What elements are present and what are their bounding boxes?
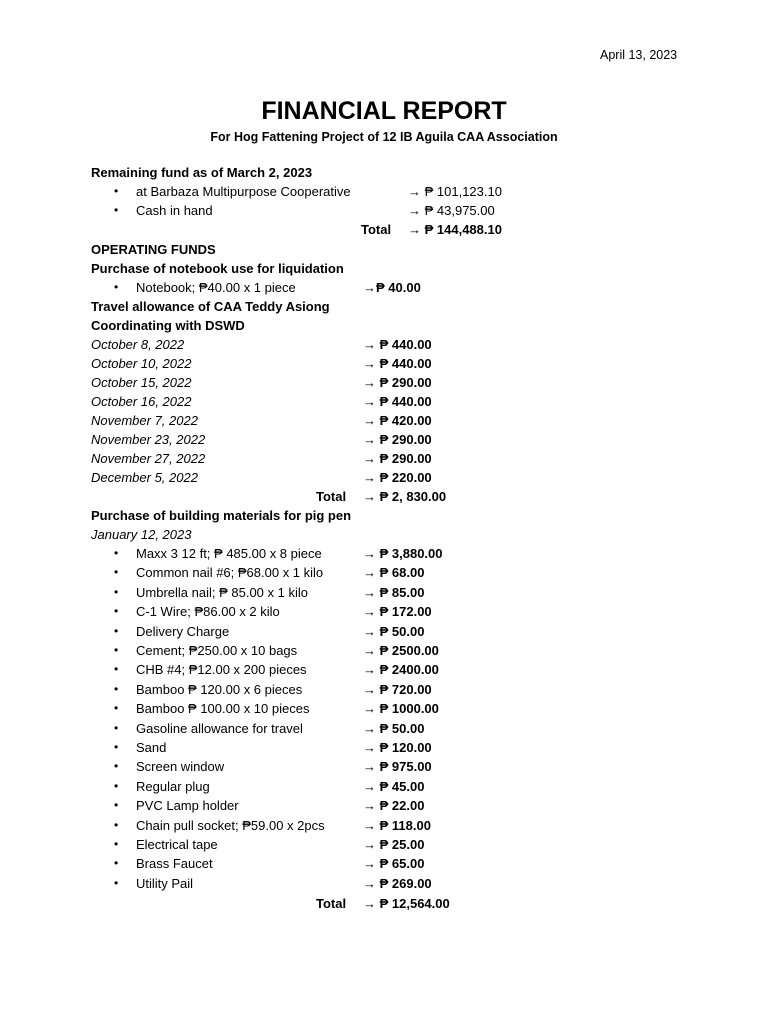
bullet-icon: •	[114, 740, 119, 754]
bullet-icon: •	[114, 584, 119, 599]
material-item-label: Cement; ₱250.00 x 10 bags	[136, 643, 298, 658]
travel-date: October 15, 2022	[91, 375, 192, 390]
bullet-icon: •	[114, 280, 119, 294]
material-item-label: Brass Faucet	[136, 856, 213, 872]
material-item-label: PVC Lamp holder	[136, 798, 239, 814]
bullet-icon: •	[114, 817, 119, 832]
bullet-icon: •	[114, 701, 119, 716]
bullet-icon: •	[114, 720, 119, 735]
material-item-label: C-1 Wire; ₱86.00 x 2 kilo	[136, 604, 280, 620]
travel-total-label: Total	[316, 489, 347, 504]
material-item-label: Screen window	[136, 759, 225, 775]
remaining-total-label: Total	[361, 222, 392, 237]
material-item-amount: → ₱ 118.00	[363, 817, 431, 833]
travel-amount: → ₱ 290.00	[363, 451, 432, 466]
materials-date: January 12, 2023	[91, 527, 192, 542]
material-item-amount: → ₱ 50.00	[363, 623, 425, 639]
travel-total-amount: → ₱ 2, 830.00	[363, 489, 447, 504]
travel-date: October 8, 2022	[91, 337, 185, 352]
material-item-amount: → ₱ 65.00	[363, 856, 425, 872]
material-item-amount: → ₱ 2500.00	[363, 643, 439, 658]
material-item-label: Regular plug	[136, 778, 210, 794]
bullet-icon: •	[114, 643, 119, 657]
bullet-icon: •	[114, 837, 119, 851]
material-item-amount: → ₱ 85.00	[363, 584, 425, 600]
travel-date: November 27, 2022	[91, 451, 206, 466]
material-item-label: Sand	[136, 740, 167, 755]
bullet-icon: •	[114, 759, 119, 774]
remaining-item-amount: → ₱ 101,123.10	[408, 184, 502, 199]
travel-amount: → ₱ 290.00	[363, 375, 432, 390]
material-item-amount: → ₱ 172.00	[363, 604, 432, 620]
travel-amount: → ₱ 440.00	[363, 356, 432, 371]
material-item-label: Electrical tape	[136, 837, 218, 852]
travel-amount: → ₱ 420.00	[363, 413, 432, 428]
bullet-icon: •	[114, 623, 119, 638]
travel-date: November 23, 2022	[91, 432, 206, 447]
notebook-item-amount: →₱ 40.00	[363, 280, 421, 295]
travel-amount: → ₱ 220.00	[363, 470, 432, 485]
material-item-amount: → ₱ 50.00	[363, 720, 425, 736]
travel-amount: → ₱ 440.00	[363, 337, 432, 352]
material-item-label: Bamboo ₱ 120.00 x 6 pieces	[136, 681, 303, 697]
material-item-label: Utility Pail	[136, 875, 194, 891]
bullet-icon: •	[114, 875, 119, 890]
material-item-label: Bamboo ₱ 100.00 x 10 pieces	[136, 701, 310, 717]
remaining-fund-heading: Remaining fund as of March 2, 2023	[91, 165, 313, 180]
material-item-label: Common nail #6; ₱68.00 x 1 kilo	[136, 565, 324, 581]
report-title: FINANCIAL REPORT	[261, 97, 507, 125]
material-item-amount: → ₱ 975.00	[363, 759, 432, 775]
materials-heading: Purchase of building materials for pig pen	[91, 508, 352, 523]
bullet-icon: •	[114, 565, 119, 580]
operating-funds-heading: OPERATING FUNDS	[91, 242, 216, 257]
material-item-label: Chain pull socket; ₱59.00 x 2pcs	[136, 817, 325, 833]
material-item-amount: → ₱ 3,880.00	[363, 546, 443, 561]
bullet-icon: •	[114, 856, 119, 871]
bullet-icon: •	[114, 778, 119, 793]
travel-heading-sub: Coordinating with DSWD	[91, 318, 245, 333]
material-item-label: Delivery Charge	[136, 623, 230, 639]
report-subtitle: For Hog Fattening Project of 12 IB Aguila CAA Association	[210, 130, 558, 144]
material-item-label: Gasoline allowance for travel	[136, 720, 303, 736]
bullet-icon: •	[114, 546, 119, 560]
materials-total-label: Total	[316, 896, 347, 911]
material-item-amount: → ₱ 22.00	[363, 798, 425, 814]
bullet-icon: •	[114, 604, 119, 619]
material-item-label: Maxx 3 12 ft; ₱ 485.00 x 8 piece	[136, 546, 322, 561]
material-item-amount: → ₱ 269.00	[363, 875, 432, 891]
bullet-icon: •	[114, 798, 119, 813]
travel-date: December 5, 2022	[91, 470, 198, 485]
travel-date: October 10, 2022	[91, 356, 192, 371]
bullet-icon: •	[114, 681, 119, 696]
material-item-label: CHB #4; ₱12.00 x 200 pieces	[136, 662, 307, 678]
remaining-item-label: Cash in hand	[136, 203, 213, 218]
bullet-icon: •	[114, 184, 119, 198]
material-item-label: Umbrella nail; ₱ 85.00 x 1 kilo	[136, 584, 308, 600]
material-item-amount: → ₱ 2400.00	[363, 662, 439, 678]
travel-heading: Travel allowance of CAA Teddy Asiong	[91, 299, 330, 314]
travel-amount: → ₱ 290.00	[363, 432, 432, 447]
material-item-amount: → ₱ 1000.00	[363, 701, 439, 717]
material-item-amount: → ₱ 45.00	[363, 778, 425, 794]
travel-date: October 16, 2022	[91, 394, 192, 409]
bullet-icon: •	[114, 662, 119, 677]
materials-total-amount: → ₱ 12,564.00	[363, 896, 450, 911]
notebook-item-label: Notebook; ₱40.00 x 1 piece	[136, 280, 296, 295]
remaining-item-label: at Barbaza Multipurpose Cooperative	[136, 184, 351, 199]
material-item-amount: → ₱ 120.00	[363, 740, 432, 755]
remaining-total-amount: → ₱ 144,488.10	[408, 222, 502, 237]
travel-date: November 7, 2022	[91, 413, 198, 428]
bullet-icon: •	[114, 203, 119, 217]
material-item-amount: → ₱ 25.00	[363, 837, 425, 852]
remaining-item-amount: → ₱ 43,975.00	[408, 203, 495, 218]
travel-amount: → ₱ 440.00	[363, 394, 432, 409]
report-date: April 13, 2023	[600, 48, 678, 62]
material-item-amount: → ₱ 68.00	[363, 565, 425, 581]
material-item-amount: → ₱ 720.00	[363, 681, 432, 697]
notebook-heading: Purchase of notebook use for liquidation	[91, 261, 344, 276]
